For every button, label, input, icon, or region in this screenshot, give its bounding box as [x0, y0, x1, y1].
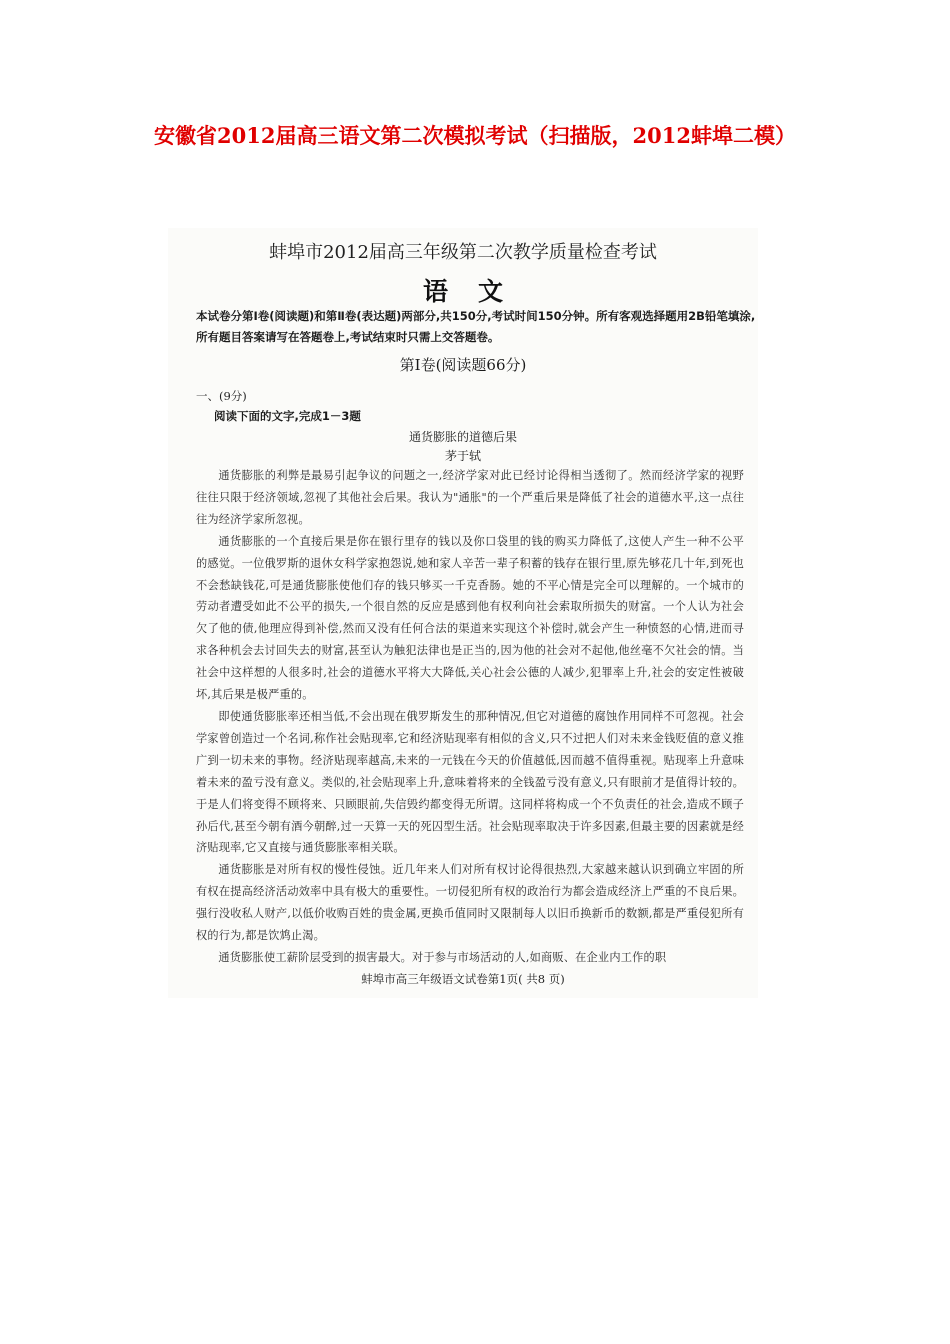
paragraph: 通货膨胀使工薪阶层受到的损害最大。对于参与市场活动的人,如商贩、在企业内工作的职 — [218, 950, 667, 964]
exam-title: 蚌埠市2012届高三年级第二次教学质量检查考试 — [269, 242, 657, 263]
exam-instructions: 本试卷分第Ⅰ卷(阅读题)和第Ⅱ卷(表达题)两部分,共150分,考试时间150分钟。所有客观选择题用2B铅笔填涂,所有题目答案请写在答题卷上,考试结束时只需上交答题卷。 — [196, 309, 756, 344]
page-footer: 蚌埠市高三年级语文试卷第1页( 共8 页) — [361, 972, 565, 986]
article-author: 茅于轼 — [444, 449, 481, 463]
paragraph: 通货膨胀是对所有权的慢性侵蚀。近几年来人们对所有权讨论得很热烈,大家越来越认识到确立牢固的所有权在提高经济活动效率中具有极大的重要性。一切侵犯所有权的政治行为都会造成经济上严重的不良后果。强行没收私人财产,以低价收购百姓的贵金属,更换币值同时又限制每人以旧币换新币的数额,都是严重侵犯所有权的行为,都是饮鸩止渴。 — [196, 863, 744, 943]
subject-heading: 语文 — [422, 277, 533, 306]
section-heading: 第Ⅰ卷(阅读题66分) — [399, 356, 527, 374]
paragraph: 通货膨胀的利弊是最易引起争议的问题之一,经济学家对此已经讨论得相当透彻了。然而经济学家的视野往往只限于经济领域,忽视了其他社会后果。我认为"通胀"的一个严重后果是降低了社会的道德水平,这一点往往为经济学家所忽视。 — [196, 469, 744, 526]
article-title: 通货膨胀的道德后果 — [408, 430, 517, 444]
document-title: 安徽省2012届高三语文第二次模拟考试（扫描版，2012蚌埠二模） — [154, 123, 796, 148]
scanned-exam-page — [168, 228, 758, 998]
article-body — [196, 465, 744, 969]
paragraph: 即使通货膨胀率还相当低,不会出现在俄罗斯发生的那种情况,但它对道德的腐蚀作用同样不可忽视。社会学家曾创造过一个名词,称作社会贴现率,它和经济贴现率有相似的含义,只不过把人们对未来金钱贬值的意义推广到一切未来的事物。经济贴现率越高,未来的一元钱在今天的价值越低,因而越不值得重视。贴现率上升意味着未来的盈亏没有意义。类似的,社会贴现率上升,意味着将来的全钱盈亏没有意义,只有眼前才是值得计较的。于是人们将变得不顾将来、只顾眼前,失信毁约都变得无所谓。这同样将构成一个不负责任的社会,造成不顾子孙后代,甚至今朝有酒今朝醉,过一天算一天的死囚型生活。社会贴现率取决于许多因素,但最主要的因素就是经济贴现率,它又直接与通货膨胀率相关联。 — [196, 709, 744, 855]
question-instruction: 阅读下面的文字,完成1－3题 — [214, 409, 361, 423]
paragraph: 通货膨胀的一个直接后果是你在银行里存的钱以及你口袋里的钱的购买力降低了,这使人产生一种不公平的感觉。一位俄罗斯的退休女科学家抱怨说,她和家人辛苦一辈子积蓄的钱存在银行里,原先够花几十年,到死也不会愁缺钱花,可是通货膨胀使他们存的钱只够买一千克香肠。她的不平心情是完全可以理解的。一个城市的劳动者遭受如此不公平的损失,一个很自然的反应是感到他有权利向社会索取所损失的财富。一个人认为社会欠了他的债,他理应得到补偿,然而又没有任何合法的渠道来实现这个补偿时,就会产生一种愤怒的心情,进而寻求各种机会去讨回失去的财富,甚至认为触犯法律也是正当的,因为他的社会对不起他,他丝毫不欠社会的情。当社会中这样想的人很多时,社会的道德水平将大大降低,关心社会公德的人减少,犯罪率上升,社会的安定性被破坏,其后果是极严重的。 — [196, 534, 744, 702]
question-number: 一、(9分) — [196, 389, 247, 403]
